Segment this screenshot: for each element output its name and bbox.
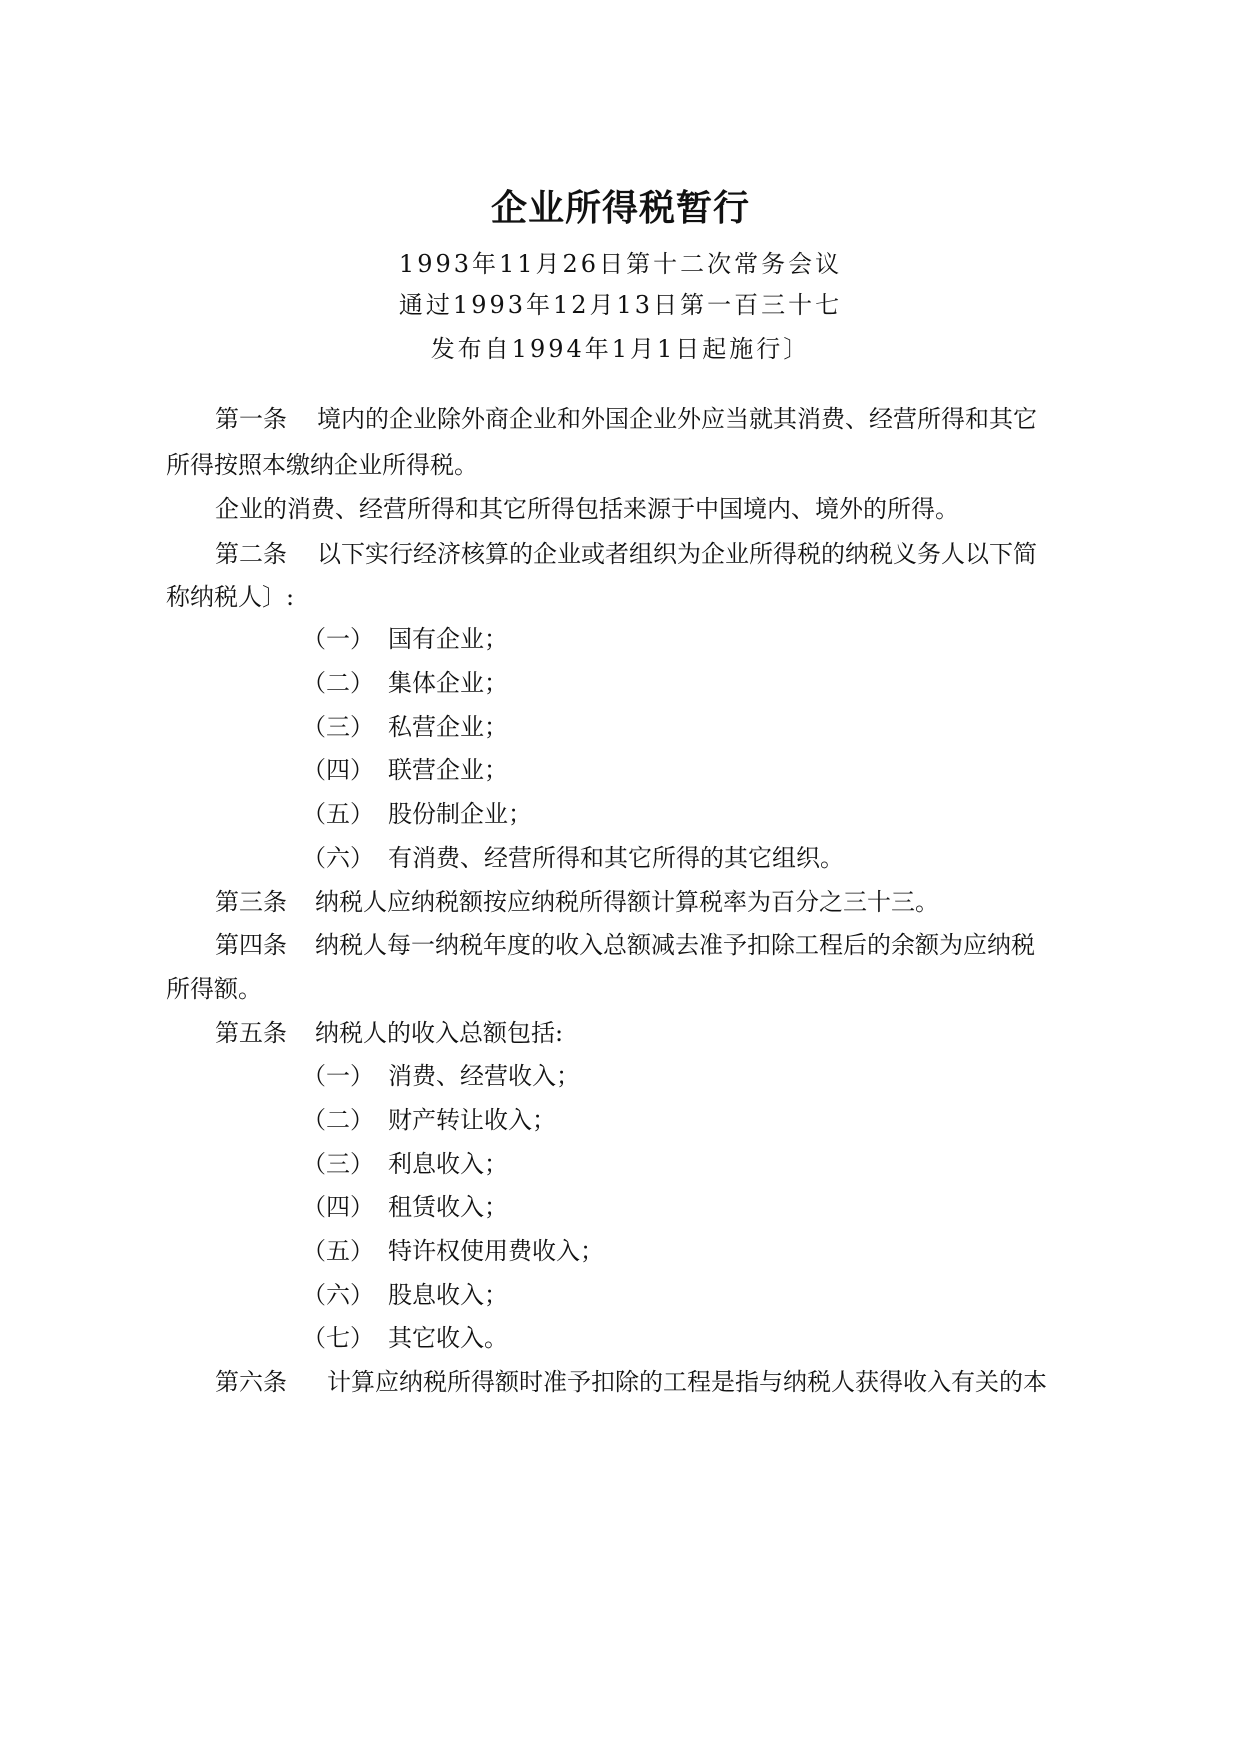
article-label: 第六条 xyxy=(215,1368,287,1396)
list-item-text: 消费、经营收入； xyxy=(388,1062,580,1090)
list-item xyxy=(302,667,508,699)
article-text: 境内的企业除外商企业和外国企业外应当就其消费、经营所得和其它 xyxy=(317,405,1037,433)
list-item-number: （二） xyxy=(302,669,374,697)
article-text: 以下实行经济核算的企业或者组织为企业所得税的纳税义务人以下简 xyxy=(317,540,1037,568)
article-text: 纳税人每一纳税年度的收入总额减去准予扣除工程后的余额为应纳税 xyxy=(315,931,1035,959)
subtitle-line: 1993年11月26日第十二次常务会议 xyxy=(398,250,843,278)
article-3 xyxy=(215,886,1125,918)
list-item-number: （五） xyxy=(302,800,374,828)
subtitle-line: 通过1993年12月13日第一百三十七 xyxy=(398,291,843,319)
list-item xyxy=(302,754,508,786)
list-item xyxy=(302,1191,508,1223)
article-text: 纳税人应纳税额按应纳税所得额计算税率为百分之三十三。 xyxy=(315,888,939,916)
list-item-number: （六） xyxy=(302,844,374,872)
list-item-text: 有消费、经营所得和其它所得的其它组织。 xyxy=(388,844,844,872)
article-4 xyxy=(215,929,1125,961)
list-item-text: 特许权使用费收入； xyxy=(388,1237,604,1265)
article-1-paragraph-2: 企业的消费、经营所得和其它所得包括来源于中国境内、境外的所得。 xyxy=(215,495,959,523)
list-item-text: 股息收入； xyxy=(388,1281,508,1309)
article-label: 第五条 xyxy=(215,1019,287,1047)
list-item-text: 集体企业； xyxy=(388,669,508,697)
list-item-text: 租赁收入； xyxy=(388,1193,508,1221)
article-label: 第三条 xyxy=(215,888,287,916)
article-label: 第二条 xyxy=(215,540,287,568)
article-6 xyxy=(215,1366,1125,1398)
list-item xyxy=(302,842,844,874)
list-item-number: （七） xyxy=(302,1324,374,1352)
subtitle-line: 发布自1994年1月1日起施行〕 xyxy=(430,335,811,363)
list-item-number: （一） xyxy=(302,625,374,653)
article-text: 纳税人的收入总额包括: xyxy=(315,1019,564,1047)
article-1-continuation: 所得按照本缴纳企业所得税。 xyxy=(166,451,478,479)
article-text: 计算应纳税所得额时准予扣除的工程是指与纳税人获得收入有关的本 xyxy=(327,1368,1047,1396)
list-item xyxy=(302,798,532,830)
article-label: 第四条 xyxy=(215,931,287,959)
list-item xyxy=(302,1104,556,1136)
list-item xyxy=(302,1279,508,1311)
list-item-number: （五） xyxy=(302,1237,374,1265)
list-item-number: （二） xyxy=(302,1106,374,1134)
list-item xyxy=(302,1148,508,1180)
list-item xyxy=(302,1235,604,1267)
article-2 xyxy=(215,538,1125,570)
article-label: 第一条 xyxy=(215,405,287,433)
list-item xyxy=(302,1060,580,1092)
article-5 xyxy=(215,1017,1125,1049)
list-item xyxy=(302,1322,508,1354)
list-item-number: （三） xyxy=(302,1150,374,1178)
list-item xyxy=(302,711,508,743)
list-item-text: 私营企业； xyxy=(388,713,508,741)
article-1 xyxy=(215,403,1125,435)
document-title: 企业所得税暂行 xyxy=(490,188,750,229)
list-item-text: 国有企业； xyxy=(388,625,508,653)
list-item-text: 财产转让收入； xyxy=(388,1106,556,1134)
list-item-number: （三） xyxy=(302,713,374,741)
article-2-continuation: 称纳税人〕: xyxy=(166,583,295,611)
article-4-continuation: 所得额。 xyxy=(166,975,262,1003)
list-item-number: （一） xyxy=(302,1062,374,1090)
list-item xyxy=(302,623,508,655)
list-item-text: 股份制企业； xyxy=(388,800,532,828)
list-item-text: 其它收入。 xyxy=(388,1324,508,1352)
list-item-text: 联营企业； xyxy=(388,756,508,784)
list-item-text: 利息收入； xyxy=(388,1150,508,1178)
list-item-number: （六） xyxy=(302,1281,374,1309)
list-item-number: （四） xyxy=(302,756,374,784)
list-item-number: （四） xyxy=(302,1193,374,1221)
